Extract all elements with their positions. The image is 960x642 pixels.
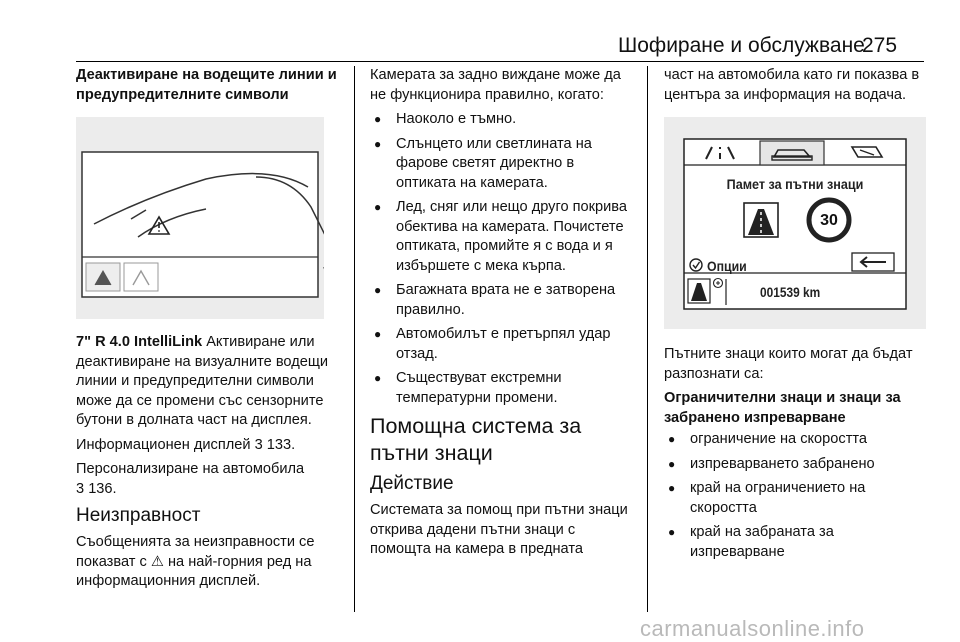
list-item: ● ограничение на скоростта — [664, 430, 926, 450]
malfunction-heading: Неизправност — [76, 505, 201, 526]
malfunction-text-b: на най-горния ред на информационния дисплей. — [76, 553, 312, 589]
column-divider-2 — [647, 66, 648, 612]
info-display-ref-text: Информационен дисплей — [76, 436, 251, 453]
column-3 — [664, 66, 926, 567]
personalization-ref-link[interactable]: 136. — [88, 480, 117, 497]
operation-text: Системата за помощ при пътни знаци открива дадени пътни знаци с помощта на камера в предната — [370, 502, 628, 557]
intellilink-text: Активиране или деактивиране на визуалните водещи линии и предупредителни символи може да се промени със сензорните бутони в долната част на дисплея. — [76, 334, 329, 428]
restriction-signs-subheading: Ограничителни знаци и знаци за забранено изпреварване — [664, 390, 901, 426]
page-ref-arrow-icon: 3 — [254, 436, 263, 453]
list-item: ● Лед, сняг или нещо друго покрива обектива на камерата. Почистете оптиката, промийте я с вода и я избършете с мека кърпа. — [370, 198, 638, 276]
list-item: ● край на ограничението на скоростта — [664, 479, 926, 518]
speed-limit-value: 30 — [820, 212, 838, 229]
info-display-ref-link[interactable]: 133. — [266, 436, 296, 453]
highway-sign-icon — [744, 203, 778, 237]
column-divider-1 — [354, 66, 355, 612]
column-1 — [76, 66, 346, 597]
page-number: 275 — [862, 34, 898, 57]
sign-memory-title: Памет за пътни знаци — [726, 176, 864, 192]
restriction-signs-list — [664, 430, 926, 562]
traffic-sign-section-title: Помощна система за пътни знаци — [370, 414, 582, 465]
list-item: ● Багажната врата не е затворена правилно. — [370, 281, 638, 320]
list-item: ● изпреварването забранено — [664, 455, 926, 475]
continued-text: част на автомобила като ги показва в центъра за информация на водача. — [664, 67, 920, 103]
list-item: ● Слънцето или светлината на фарове светят директно в оптиката на камерата. — [370, 135, 638, 194]
back-arrow-icon[interactable] — [852, 253, 894, 271]
list-item: ● Съществуват екстремни температурни промени. — [370, 369, 638, 408]
personalization-ref-text: Персонализиране на автомобила — [76, 461, 305, 477]
intellilink-label: 7" R 4.0 IntelliLink — [76, 334, 203, 350]
column-2 — [370, 66, 638, 565]
camera-display-figure — [76, 117, 324, 319]
camera-conditions-list — [370, 110, 638, 408]
warning-icon: ⚠ — [150, 553, 164, 570]
options-button[interactable]: Опции — [707, 258, 747, 274]
operation-subheading: Действие — [370, 473, 454, 494]
header-divider — [76, 61, 924, 62]
malfunction-text-a: Съобщенията за неизправности се показват с — [76, 534, 315, 570]
odometer-readout: 001539 km — [760, 284, 821, 300]
watermark: carmanualsonline.info — [640, 616, 865, 641]
list-item: ● Автомобилът е претърпял удар отзад. — [370, 325, 638, 364]
recognizable-signs-text: Пътните знаци които могат да бъдат разпознати са: — [664, 346, 913, 382]
camera-intro: Камерата за задно виждане може да не функционира правилно, когато: — [370, 67, 621, 103]
list-item: ● край на забраната за изпреварване — [664, 523, 926, 562]
traffic-sign-display-figure — [664, 117, 926, 329]
guideline-heading: Деактивиране на водещите линии и предупредителните символи — [76, 67, 337, 103]
page-header-title: Шофиране и обслужване — [618, 34, 865, 57]
page-ref-arrow-icon: 3 — [76, 480, 85, 497]
list-item: ● Наоколо е тъмно. — [370, 110, 638, 130]
